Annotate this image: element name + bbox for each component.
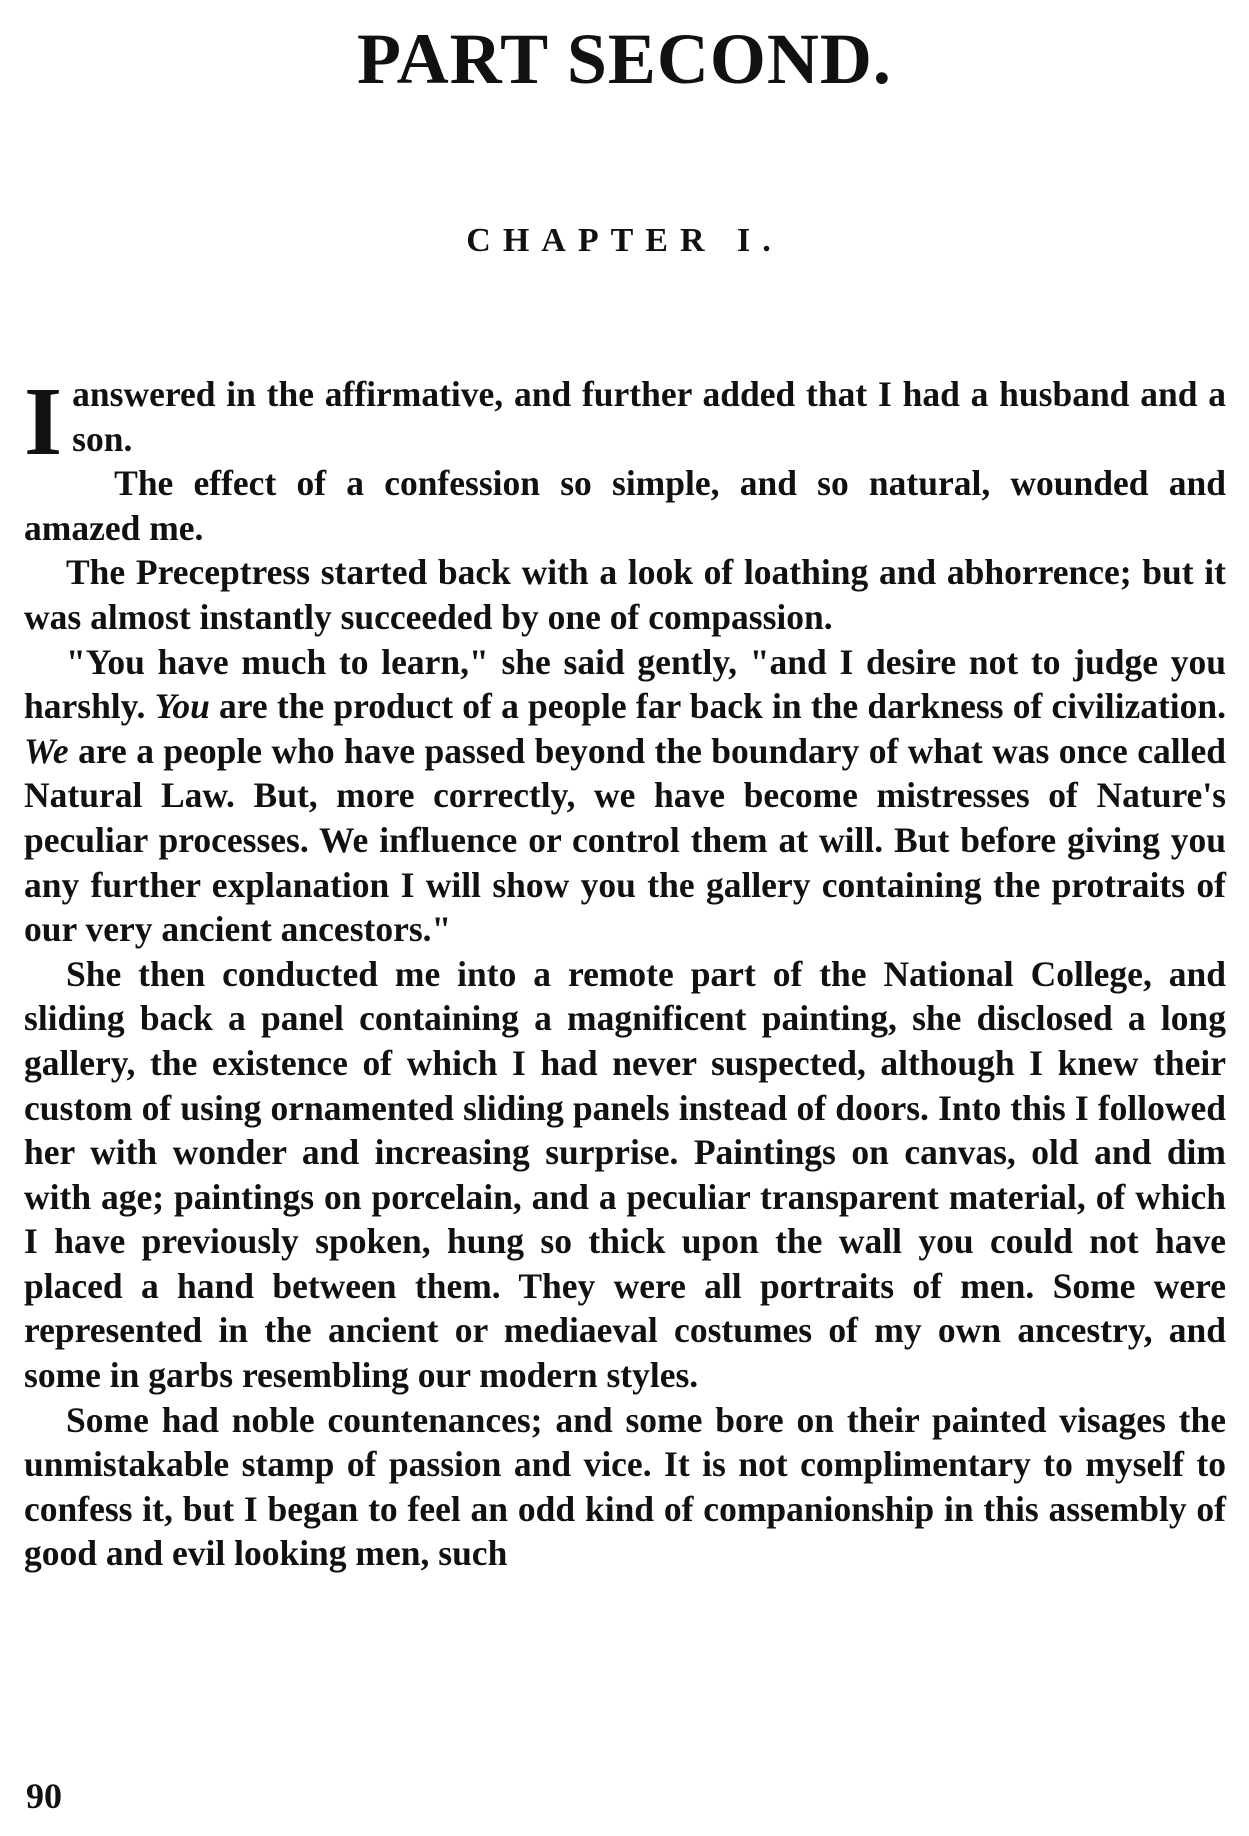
- paragraph-1-text: answered in the affirmative, and further added that I had a husband and a son.: [72, 374, 1226, 459]
- page-number: 90: [26, 1776, 62, 1816]
- drop-cap: I: [24, 368, 63, 476]
- paragraph-5: She then conducted me into a remote part of the National College, and sliding back a panel containing a magnificent painting, she disclosed a long gallery, the existence of which I had never suspected, although I knew their custom of using ornamented sliding panels instead of doors. Into this I followed her with wonder and increasing surprise. Paintings on canvas, old and dim with age; paintings on porcelain, and a peculiar transparent material, of which I have previously spoken, hung so thick upon the wall you could not have placed a hand between them. They were all portraits of men. Some were represented in the ancient or mediaeval costumes of my own ancestry, and some in garbs resembling our modern styles.: [24, 953, 1226, 1396]
- emphasis-we: We: [24, 730, 69, 771]
- paragraph-4-text-a: "You have much to learn," she said gently, "and I desire not to judge you harshly.: [24, 641, 1226, 727]
- paragraph-2: The effect of a confession so simple, and so natural, wounded and amazed me.: [24, 463, 1226, 548]
- emphasis-you: You: [154, 686, 210, 727]
- chapter-body: [24, 368, 1227, 1576]
- paragraph-4-text-c: are a people who have passed beyond the boundary of what was once called Natural Law. But, more correctly, we have become mistresses of Nature's peculiar processes. We influence or control them at will. But before giving you any further explanation I will show you the gallery containing the protraits of our very ancient ancestors.": [24, 730, 1226, 950]
- chapter-title: CHAPTER I.: [466, 222, 783, 259]
- part-title: PART SECOND.: [357, 19, 892, 99]
- paragraph-4-text-b: are the product of a people far back in the darkness of civilization.: [209, 686, 1227, 727]
- paragraph-6: Some had noble countenances; and some bore on their painted visages the unmistakable stamp of passion and vice. It is not complimentary to myself to confess it, but I began to feel an odd kind of companionship in this assembly of good and evil looking men, such: [24, 1399, 1226, 1574]
- paragraph-4: [24, 640, 1226, 952]
- paragraph-1: [24, 368, 1226, 476]
- paragraph-3: The Preceptress started back with a look of loathing and abhorrence; but it was almost instantly succeeded by one of compassion.: [24, 552, 1226, 637]
